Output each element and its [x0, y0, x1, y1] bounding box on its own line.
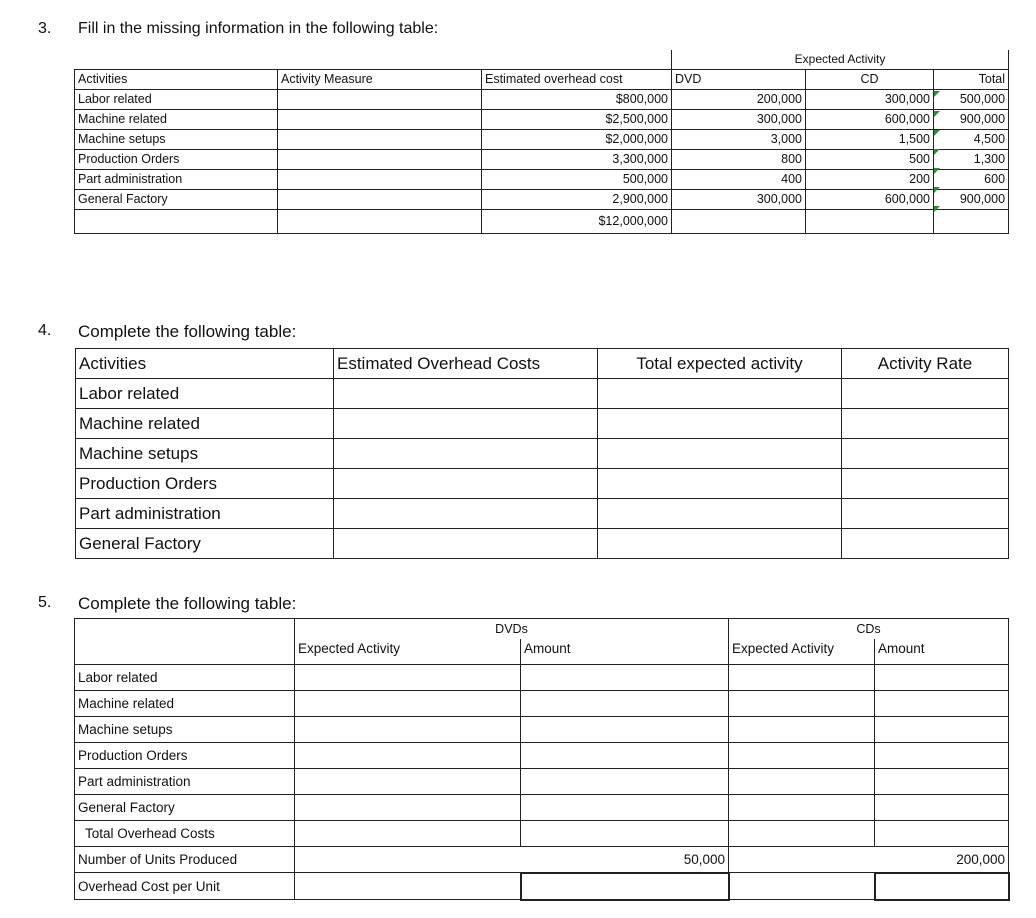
cost-cell: $2,500,000	[482, 110, 672, 130]
activity-cell: Part administration	[75, 768, 295, 794]
answer-cell[interactable]	[334, 529, 598, 559]
answer-cell[interactable]	[729, 820, 875, 846]
answer-cell[interactable]	[521, 768, 729, 794]
dvd-cell: 300,000	[672, 190, 806, 210]
answer-cell[interactable]	[598, 439, 842, 469]
activity-measure-header: Activity Measure	[278, 70, 482, 90]
table-row	[75, 742, 1009, 768]
q4-number: 4.	[38, 322, 52, 339]
table-row	[75, 873, 1009, 900]
cost-cell: $800,000	[482, 90, 672, 110]
dvds-header: DVDs	[295, 619, 729, 639]
answer-cell[interactable]	[842, 469, 1009, 499]
answer-cell[interactable]	[729, 664, 875, 690]
answer-cell[interactable]	[295, 664, 521, 690]
activities-header: Activities	[76, 349, 334, 379]
answer-cell[interactable]	[598, 379, 842, 409]
activity-cell: Part administration	[76, 499, 334, 529]
q5-table	[74, 618, 1010, 901]
activity-cell: Labor related	[75, 90, 278, 110]
table-row	[75, 170, 1009, 190]
table-row	[76, 469, 1009, 499]
cd-cell: 500	[806, 150, 934, 170]
activities-header: Activities	[75, 70, 278, 90]
answer-cell[interactable]	[295, 820, 521, 846]
table-row	[75, 130, 1009, 150]
activity-cell: Machine setups	[75, 716, 295, 742]
activity-measure-cell[interactable]	[278, 170, 482, 190]
cost-cell: 3,300,000	[482, 150, 672, 170]
table-row	[75, 190, 1009, 210]
grand-total-cell: $12,000,000	[482, 210, 672, 234]
error-indicator-icon	[934, 111, 940, 117]
answer-cell[interactable]	[875, 820, 1009, 846]
answer-cell[interactable]	[875, 716, 1009, 742]
total-cell: 1,300	[934, 150, 1009, 170]
q5-number: 5.	[38, 594, 52, 611]
dvd-header: DVD	[672, 70, 806, 90]
activity-cell: Machine related	[76, 409, 334, 439]
activity-cell: Part administration	[75, 170, 278, 190]
estimated-cost-header: Estimated overhead cost	[482, 70, 672, 90]
table-row	[75, 690, 1009, 716]
answer-cell[interactable]	[842, 379, 1009, 409]
activity-cell: Production Orders	[76, 469, 334, 499]
error-indicator-icon	[934, 168, 940, 174]
table-row	[76, 499, 1009, 529]
activity-cell: Production Orders	[75, 150, 278, 170]
table-row	[75, 110, 1009, 130]
activity-cell: General Factory	[75, 190, 278, 210]
total-cell: 500,000	[934, 90, 1009, 110]
answer-cell[interactable]	[334, 469, 598, 499]
cd-cell: 300,000	[806, 90, 934, 110]
answer-cell[interactable]	[521, 664, 729, 690]
answer-cell[interactable]	[842, 529, 1009, 559]
dvd-cell: 800	[672, 150, 806, 170]
error-indicator-icon	[934, 91, 940, 97]
error-indicator-icon	[934, 187, 940, 193]
total-cell: 600	[934, 170, 1009, 190]
answer-cell[interactable]	[729, 716, 875, 742]
answer-cell[interactable]	[334, 409, 598, 439]
answer-cell[interactable]	[295, 742, 521, 768]
answer-cell[interactable]	[598, 469, 842, 499]
answer-cell[interactable]	[295, 768, 521, 794]
units-cd-value: 200,000	[875, 846, 1009, 873]
activity-cell: Labor related	[75, 664, 295, 690]
q3-table	[74, 50, 1009, 234]
table-row	[76, 529, 1009, 559]
answer-cell[interactable]	[334, 439, 598, 469]
answer-cell[interactable]	[729, 768, 875, 794]
activity-cell: Machine related	[75, 690, 295, 716]
dvd-cell: 300,000	[672, 110, 806, 130]
cd-cell: 600,000	[806, 110, 934, 130]
cd-expected-activity-header: Expected Activity	[729, 639, 875, 665]
dvd-per-unit-answer[interactable]	[521, 873, 729, 900]
activity-measure-cell[interactable]	[278, 90, 482, 110]
q5-prompt: Complete the following table:	[78, 594, 297, 613]
expected-activity-header: Expected Activity	[672, 50, 1009, 70]
answer-cell[interactable]	[334, 499, 598, 529]
answer-cell[interactable]	[521, 716, 729, 742]
q3-number: 3.	[38, 20, 52, 37]
total-cell: 900,000	[934, 110, 1009, 130]
table-row	[76, 379, 1009, 409]
answer-cell[interactable]	[842, 409, 1009, 439]
answer-cell[interactable]	[875, 690, 1009, 716]
activity-cell: General Factory	[76, 529, 334, 559]
activity-measure-cell[interactable]	[278, 130, 482, 150]
answer-cell[interactable]	[521, 820, 729, 846]
cds-header: CDs	[729, 619, 1009, 639]
activity-cell: Machine setups	[76, 439, 334, 469]
table-row	[75, 664, 1009, 690]
units-dvd-value: 50,000	[521, 846, 729, 873]
activity-measure-cell[interactable]	[278, 190, 482, 210]
total-cell: 900,000	[934, 190, 1009, 210]
answer-cell[interactable]	[729, 794, 875, 820]
answer-cell[interactable]	[334, 379, 598, 409]
activity-cell: General Factory	[75, 794, 295, 820]
error-indicator-icon	[934, 149, 940, 155]
cd-per-unit-answer[interactable]	[875, 873, 1009, 900]
answer-cell[interactable]	[875, 794, 1009, 820]
answer-cell[interactable]	[842, 439, 1009, 469]
dvd-cell: 200,000	[672, 90, 806, 110]
q3-prompt: Fill in the missing information in the following table:	[78, 20, 439, 37]
cd-header: CD	[806, 70, 934, 90]
cost-cell: 2,900,000	[482, 190, 672, 210]
answer-cell[interactable]	[598, 529, 842, 559]
answer-cell[interactable]	[598, 499, 842, 529]
activity-cell: Labor related	[76, 379, 334, 409]
answer-cell[interactable]	[729, 742, 875, 768]
units-produced-label: Number of Units Produced	[75, 846, 295, 873]
total-overhead-label: Total Overhead Costs	[75, 820, 295, 846]
cd-cell: 600,000	[806, 190, 934, 210]
activity-cell: Machine setups	[75, 130, 278, 150]
answer-cell[interactable]	[875, 768, 1009, 794]
answer-cell[interactable]	[729, 690, 875, 716]
cd-cell: 1,500	[806, 130, 934, 150]
table-row	[75, 846, 1009, 873]
dvd-cell: 3,000	[672, 130, 806, 150]
q4-table	[75, 348, 1009, 559]
table-row	[75, 820, 1009, 846]
dvd-expected-activity-header: Expected Activity	[295, 639, 521, 665]
error-indicator-icon	[934, 130, 940, 136]
activity-measure-cell[interactable]	[278, 110, 482, 130]
activity-cell: Machine related	[75, 110, 278, 130]
cd-cell: 200	[806, 170, 934, 190]
table-row	[75, 716, 1009, 742]
answer-cell[interactable]	[598, 409, 842, 439]
activity-rate-header: Activity Rate	[842, 349, 1009, 379]
dvd-cell: 400	[672, 170, 806, 190]
overhead-per-unit-label: Overhead Cost per Unit	[75, 873, 295, 900]
answer-cell[interactable]	[875, 742, 1009, 768]
answer-cell[interactable]	[521, 742, 729, 768]
activity-measure-cell[interactable]	[278, 150, 482, 170]
answer-cell[interactable]	[842, 499, 1009, 529]
cost-cell: 500,000	[482, 170, 672, 190]
estimated-overhead-header: Estimated Overhead Costs	[334, 349, 598, 379]
cd-amount-header: Amount	[875, 639, 1009, 665]
cost-cell: $2,000,000	[482, 130, 672, 150]
total-expected-activity-header: Total expected activity	[598, 349, 842, 379]
answer-cell[interactable]	[295, 716, 521, 742]
answer-cell[interactable]	[521, 690, 729, 716]
table-row	[76, 439, 1009, 469]
answer-cell[interactable]	[295, 690, 521, 716]
q4-prompt: Complete the following table:	[78, 322, 297, 341]
activity-cell: Production Orders	[75, 742, 295, 768]
table-row	[75, 90, 1009, 110]
answer-cell[interactable]	[521, 794, 729, 820]
answer-cell[interactable]	[295, 794, 521, 820]
table-row	[75, 768, 1009, 794]
dvd-amount-header: Amount	[521, 639, 729, 665]
table-row	[76, 409, 1009, 439]
total-header: Total	[934, 70, 1009, 90]
error-indicator-icon	[934, 206, 940, 212]
table-row	[75, 794, 1009, 820]
answer-cell[interactable]	[875, 664, 1009, 690]
table-row	[75, 150, 1009, 170]
total-cell: 4,500	[934, 130, 1009, 150]
